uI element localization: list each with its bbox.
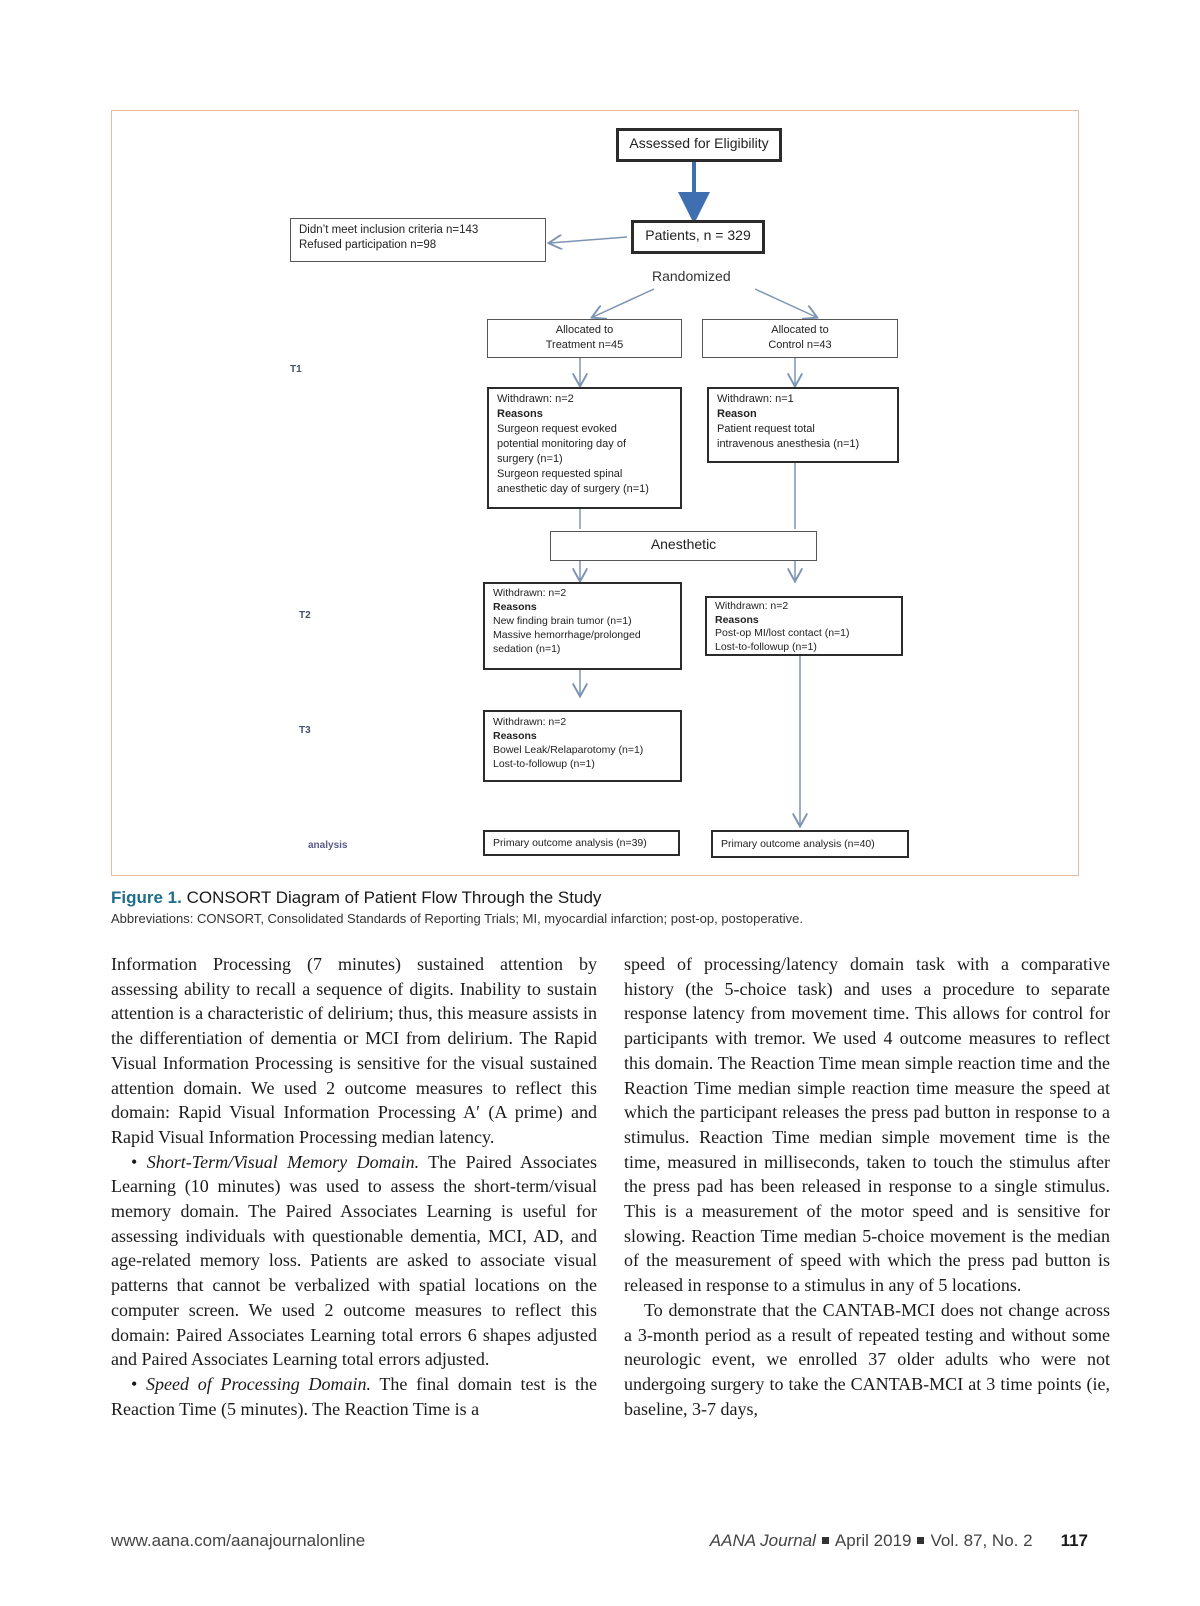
- reason-line: Surgeon requested spinal: [497, 468, 623, 480]
- reason-line: surgery (n=1): [497, 453, 563, 465]
- primary-label: Primary outcome analysis (n=40): [721, 838, 875, 850]
- box-anesthetic: [550, 531, 817, 561]
- alloc-line: Allocated to: [771, 324, 829, 336]
- figure-label: Figure 1.: [111, 888, 182, 907]
- journal-name: AANA Journal: [709, 1531, 816, 1550]
- bullet: •: [131, 1373, 147, 1394]
- paragraph-text: The Paired Associates Learning (10 minutes) was used to assess the short-term/visual memory domain. The Paired Associates Learning is useful for assessing individuals with questionable dementia, MCI, AD, and age-related memory loss. Patients are asked to associate visual patterns that cannot be verbalized with spatial locations on the computer screen. We used 2 outcome measures to reflect this domain: Paired Associates Learning total errors 6 shapes adjusted and Paired Associates Learning total errors adjusted.: [111, 1151, 597, 1370]
- arrow-to-treatment: [593, 289, 654, 317]
- anesthetic-label: Anesthetic: [650, 536, 717, 552]
- box-primary-treatment: [483, 830, 680, 856]
- domain-heading: Short-Term/Visual Memory Domain.: [146, 1151, 420, 1172]
- excluded-line: Refused participation n=98: [299, 239, 437, 251]
- left-column: [111, 952, 597, 1421]
- bullet: •: [131, 1151, 147, 1172]
- caption-abbreviations: Abbreviations: CONSORT, Consolidated Standards of Reporting Trials; MI, myocardial infarction; post-op, postoperative.: [111, 911, 803, 926]
- issue-date: April 2019: [834, 1531, 912, 1550]
- alloc-line: Control n=43: [768, 339, 832, 351]
- paragraph-text: The final domain test is the Reaction Time (5 minutes). The Reaction Time is a: [111, 1373, 597, 1419]
- reason-line: anesthetic day of surgery (n=1): [497, 483, 649, 495]
- separator-square-icon: [822, 1537, 829, 1544]
- reason-line: potential monitoring day of: [497, 438, 627, 450]
- box-t1-control: [707, 387, 899, 463]
- caption-title: CONSORT Diagram of Patient Flow Through the Study: [186, 888, 602, 907]
- footer-citation: [710, 1531, 1088, 1551]
- reason-line: Lost-to-followup (n=1): [715, 640, 817, 653]
- arrow-to-excluded: [550, 237, 627, 243]
- randomized-label: Randomized: [652, 268, 731, 284]
- label-t2: T2: [299, 610, 311, 621]
- reason-line: sedation (n=1): [493, 643, 561, 655]
- alloc-line: Treatment n=45: [545, 339, 624, 351]
- box-primary-control: [711, 830, 909, 858]
- reason-line: Post-op MI/lost contact (n=1): [715, 627, 850, 639]
- reason-line: Patient request total: [717, 423, 815, 435]
- footer-url[interactable]: www.aana.com/aanajournalonline: [111, 1531, 366, 1550]
- paragraph: [111, 1150, 597, 1372]
- separator-square-icon: [917, 1537, 924, 1544]
- withdrawn-head: Withdrawn: n=1: [717, 393, 794, 405]
- reason-line: Surgeon request evoked: [497, 423, 617, 435]
- label-analysis: analysis: [308, 840, 348, 851]
- reasons-label: Reason: [717, 408, 757, 420]
- label-t1: T1: [290, 364, 302, 375]
- paragraph: To demonstrate that the CANTAB-MCI does not change across a 3-month period as a result of repeated testing and without some neurologic event, we enrolled 37 older adults who were not undergoing surgery to take the CANTAB-MCI at 3 time points (ie, baseline, 3-7 days,: [624, 1299, 1110, 1419]
- reasons-label: Reasons: [493, 601, 537, 613]
- box-alloc-control: [702, 319, 898, 358]
- primary-label: Primary outcome analysis (n=39): [493, 837, 647, 849]
- withdrawn-head: Withdrawn: n=2: [493, 716, 567, 728]
- reasons-label: Reasons: [497, 408, 543, 420]
- reasons-label: Reasons: [493, 730, 537, 742]
- reason-line: Bowel Leak/Relaparotomy (n=1): [493, 744, 644, 756]
- paragraph: speed of processing/latency domain task with a comparative history (the 5-choice task) and uses a procedure to separate response latency from movement time. This allows for control for participants with tremor. We used 4 outcome measures to reflect this domain. The Reaction Time mean simple reaction time and the Reaction Time median simple reaction time measure the speed at which the participant releases the press pad button in response to a stimulus. Reaction Time median simple movement time is the time, measured in milliseconds, taken to touch the stimulus after the press pad has been released in response to a single stimulus. This is a measurement of the motor speed and is sensitive for slowing. Reaction Time median 5-choice movement is the median of the measurement of speed with which the press pad button is released in response to a stimulus in any of 5 locations.: [624, 954, 1110, 1296]
- withdrawn-head: Withdrawn: n=2: [497, 393, 574, 405]
- alloc-line: Allocated to: [555, 324, 614, 336]
- box-assessed: [616, 128, 782, 162]
- figure-caption: [111, 888, 1091, 926]
- withdrawn-head: Withdrawn: n=2: [493, 587, 567, 599]
- volume-number: Vol. 87, No. 2: [930, 1531, 1033, 1550]
- withdrawn-head: Withdrawn: n=2: [715, 600, 789, 612]
- caption-title-line: [111, 888, 1091, 908]
- page-number: 117: [1060, 1531, 1088, 1550]
- reason-line: Lost-to-followup (n=1): [493, 758, 595, 770]
- patients-label: Patients, n = 329: [645, 227, 751, 243]
- box-t2-treatment: [483, 582, 682, 670]
- arrow-to-control: [755, 289, 816, 317]
- paragraph: Information Processing (7 minutes) sustained attention by assessing ability to recall a sequence of digits. Inability to sustain attention is a characteristic of delirium; thus, this measure assists in the differentiation of dementia or MCI from delirium. The Rapid Visual Information Processing is sensitive for the visual sustained attention domain. We used 2 outcome measures to reflect this domain: Rapid Visual Information Processing A′ (A prime) and Rapid Visual Information Processing median latency.: [111, 954, 597, 1147]
- reason-line: New finding brain tumor (n=1): [493, 615, 632, 627]
- domain-heading: Speed of Processing Domain.: [146, 1373, 372, 1394]
- right-column: [624, 952, 1110, 1421]
- reason-line: Massive hemorrhage/prolonged: [493, 629, 641, 641]
- label-t3: T3: [299, 725, 311, 736]
- reason-line: intravenous anesthesia (n=1): [717, 438, 860, 450]
- box-t3-treatment: [483, 710, 682, 782]
- reasons-label: Reasons: [715, 613, 759, 626]
- assessed-label: Assessed for Eligibility: [629, 135, 769, 151]
- box-patients: [631, 220, 765, 254]
- box-t1-treatment: [487, 387, 682, 509]
- box-alloc-treatment: [487, 319, 682, 358]
- paragraph: [111, 1372, 597, 1421]
- excluded-line: Didn’t meet inclusion criteria n=143: [299, 224, 479, 236]
- box-excluded: [290, 218, 546, 262]
- box-t2-control: [705, 596, 903, 656]
